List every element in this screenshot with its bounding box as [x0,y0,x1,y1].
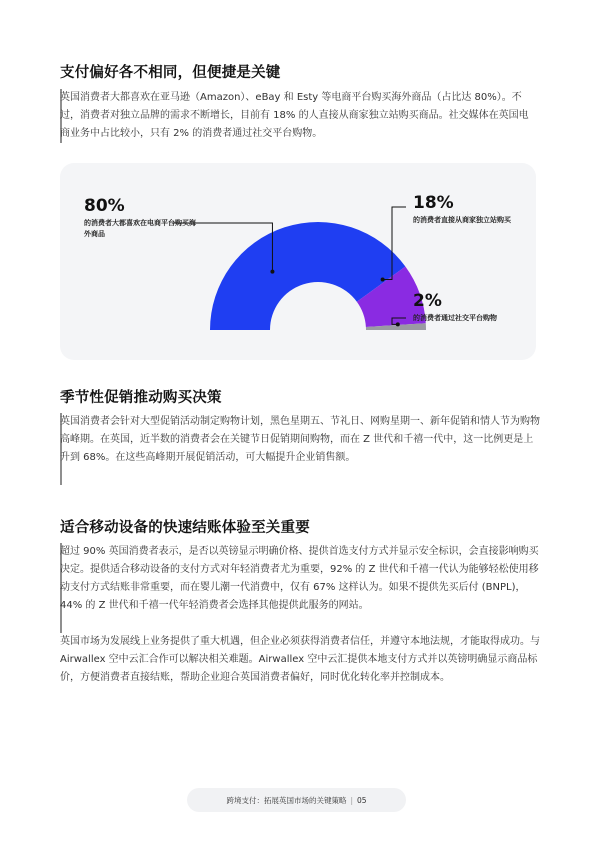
leader-dot-ecommerce [270,270,274,274]
footer [187,788,406,812]
section-paragraph: 超过 90% 英国消费者表示，是否以英镑显示明确价格、提供首选支付方式并显示安全标识，会直接影响购买决定。提供适合移动设备的支付方式对年轻消费者尤为重要，92% 的 Z 世代和千禧一代认为能够轻松使用移动支付方式结账非常重要，而在婴儿潮一代消费中，仅有 67% 这样认为。如果不提供先买后付 (BNPL)，44% 的 Z 世代和千禧一代年轻消费者会选择其他提供此服务的网站。 [60,546,539,611]
section-title-seasonal-promotions: 季节性促销推动购买决策 [60,390,222,406]
section-title-payment-preferences: 支付偏好各不相同，但便捷是关键 [60,65,281,81]
leader-dot-independent-site [381,278,385,282]
stat-independent-site-label: 的消费者直接从商家独立站购买 [413,216,511,224]
stat-ecommerce [84,196,224,240]
stat-social-label: 的消费者通过社交平台购物 [413,314,497,322]
stat-social-value: 2% [413,291,442,311]
section-paragraph: 英国市场为发展线上业务提供了重大机遇，但企业必须获得消费者信任，并遵守本地法规，才能取得成功。与 Airwallex 空中云汇合作可以解决相关难题。Airwallex 空中云汇提供本地支付方式并以英镑明确显示商品标价，方便消费者直接结账，帮助企业迎合英国消费者偏好，同时优化转化率并控制成本。 [60,636,540,683]
stat-independent-site [413,193,533,226]
section-paragraph: 英国消费者大都喜欢在亚马逊（Amazon）、eBay 和 Esty 等电商平台购买海外商品（占比达 80%）。不过，消费者对独立品牌的需求不断增长，目前有 18% 的人直接从商家独立站购买商品。社交媒体在英国电商业务中占比较小，只有 2% 的消费者通过社交平台购物。 [60,92,529,139]
page-number: 05 [356,795,367,805]
section-title-mobile-checkout: 适合移动设备的快速结账体验至关重要 [60,520,310,536]
footer-title: 跨境支付：拓展英国市场的关键策略 [226,795,347,805]
section-paragraph: 英国消费者会针对大型促销活动制定购物计划，黑色星期五、节礼日、网购星期一、新年促销和情人节为购物高峰期。在英国，近半数的消费者会在关键节日促销期间购物，而在 Z 世代和千禧一代中，这一比例更是上升到 68%。在这些高峰期开展促销活动，可大幅提升企业销售额。 [60,416,540,463]
chart-card [60,163,536,360]
footer-separator: | [350,795,353,805]
leader-dot-social [396,322,400,326]
stat-ecommerce-value: 80% [84,196,125,216]
stat-social [413,291,533,324]
stat-ecommerce-label: 的消费者大都喜欢在电商平台购买海外商品 [84,219,196,238]
stat-independent-site-value: 18% [413,193,454,213]
